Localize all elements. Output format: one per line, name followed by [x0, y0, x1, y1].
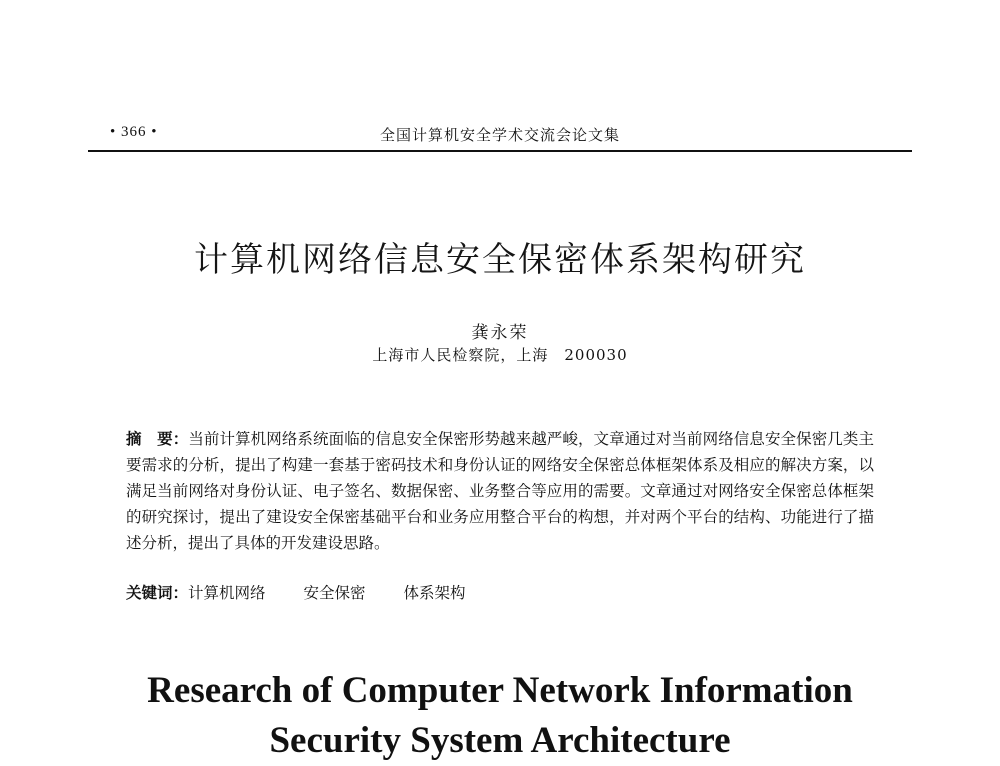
page-number: • 366 •	[110, 124, 158, 140]
author-affiliation: 上海市人民检察院，上海 200030	[372, 346, 628, 364]
running-header	[88, 124, 912, 152]
keywords	[126, 580, 874, 606]
keyword-item: 体系架构	[403, 584, 466, 602]
author-name: 龚永荣	[471, 323, 529, 343]
keyword-item: 安全保密	[303, 584, 366, 602]
paper-title-english	[0, 666, 1000, 766]
abstract-text: 当前计算机网络系统面临的信息安全保密形势越来越严峻，文章通过对当前网络信息安全保密几类主要需求的分析，提出了构建一套基于密码技术和身份认证的网络安全保密总体框架体系及相应的解决方案，以满足当前网络对身份认证、电子签名、数据保密、业务整合等应用的需要。文章通过对网络安全保密总体框架的研究探讨，提出了建设安全保密基础平台和业务应用整合平台的构想，并对两个平台的结构、功能进行了描述分析，提出了具体的开发建设思路。	[126, 430, 874, 552]
paper-title-english-line1: Research of Computer Network Information	[147, 670, 853, 711]
journal-title: 全国计算机安全学术交流会论文集	[379, 126, 620, 144]
keyword-item: 计算机网络	[188, 584, 266, 602]
abstract-label: 摘 要：	[126, 430, 189, 448]
paper-title-chinese: 计算机网络信息安全保密体系架构研究	[194, 240, 806, 280]
abstract	[126, 426, 874, 556]
paper-title-english-line2: Security System Architecture	[269, 720, 731, 761]
keywords-label: 关键词：	[126, 584, 189, 602]
